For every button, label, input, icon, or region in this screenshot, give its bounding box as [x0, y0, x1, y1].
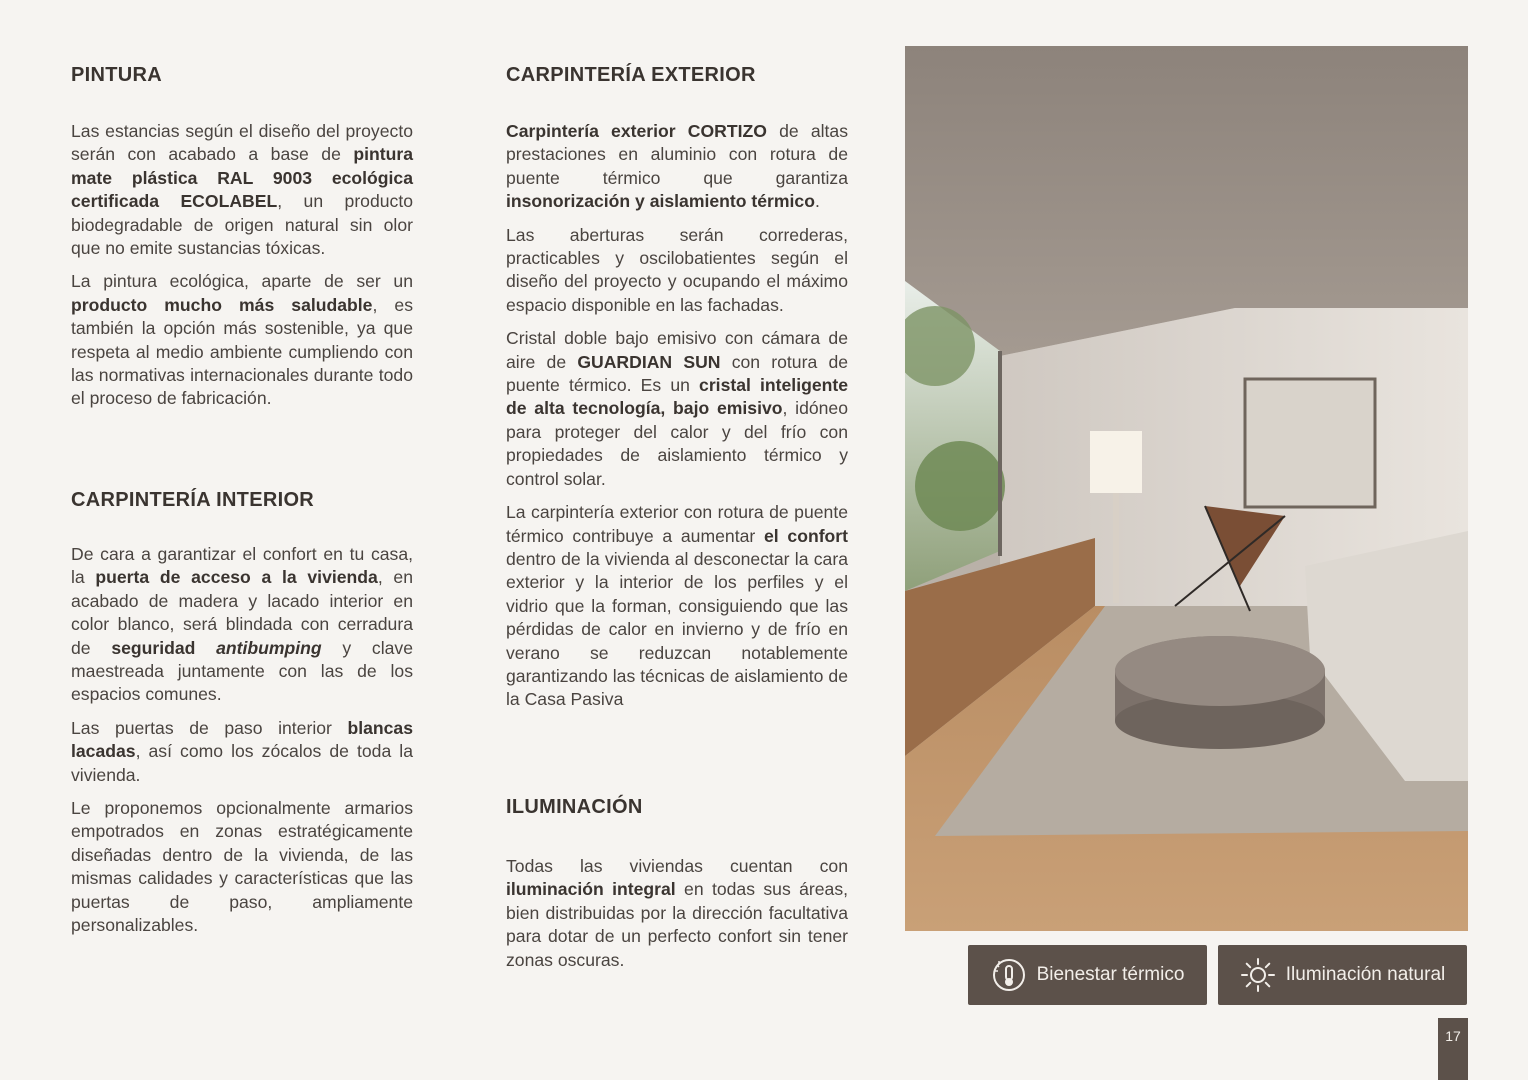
text-run: , idóneo para proteger del calor y del frío con propiedades de aislamiento térmico y control solar. [506, 398, 848, 489]
text-run: , es también la opción más sostenible, ya que respeta al medio ambiente cumpliendo con las normativas internacionales durante todo el proceso de fabricación. [71, 294, 414, 409]
bold-text: Carpintería exterior CORTIZO [506, 121, 767, 141]
paragraph [506, 855, 848, 972]
bold-text: seguridad [111, 637, 217, 658]
feature-thermal-comfort [968, 945, 1207, 1005]
text-run: Las estancias según el diseño del proyecto serán con acabado a base de [71, 121, 413, 165]
text-run: con rotura de puente térmico. Es un [506, 351, 849, 396]
carpinteria-interior-text [71, 543, 413, 948]
bold-text: GUARDIAN SUN [577, 351, 721, 372]
paragraph [506, 501, 848, 712]
living-room-photo [905, 46, 1468, 931]
text-run: en todas sus áreas, bien distribuidas por la dirección facultativa para dotar de un perfecto confort sin tener zonas oscuras. [506, 879, 848, 970]
bold-text: insonorización y aislamiento térmico [506, 191, 815, 212]
text-run: Las aberturas serán correderas, practicables y oscilobatientes según el diseño del proyecto y ocupando el máximo espacio disponible en las fachadas. [506, 224, 848, 315]
paragraph [71, 543, 413, 707]
section-title-pintura: PINTURA [71, 64, 162, 86]
paragraph [506, 120, 848, 214]
paragraph [71, 120, 413, 260]
bold-text: el confort [763, 525, 849, 546]
emphasis-text: antibumping [216, 637, 322, 658]
text-run: dentro de la vivienda al desconectar la cara exterior y la interior de los perfiles y el vidrio que la forman, consiguiendo que las pérdidas de calor en invierno y de frío en verano se reduzcan notablemente garantizando las técnicas de aislamiento de la Casa Pasiva [506, 548, 848, 710]
paragraph [506, 224, 848, 318]
bold-text: iluminación integral [506, 879, 676, 900]
paragraph [71, 270, 413, 410]
page-number: 17 [1438, 1018, 1468, 1080]
section-title-carpinteria-exterior: CARPINTERÍA EXTERIOR [506, 64, 756, 86]
feature-natural-light [1218, 945, 1467, 1005]
bold-text: producto mucho más saludable [71, 294, 373, 315]
text-run: , así como los zócalos de toda la vivienda. [71, 741, 413, 785]
text-run: Cristal doble bajo emisivo con cámara de aire de [506, 328, 848, 372]
text-run: Le proponemos opcionalmente armarios empotrados en zonas estratégicamente diseñadas dentro de la vivienda, de las mismas calidades y características que las puertas de paso, ampliamente personalizables. [71, 798, 413, 936]
pintura-text [71, 120, 413, 421]
text-run: y clave maestreada juntamente con las de los espacios comunes. [71, 637, 413, 705]
sun-icon [1240, 957, 1276, 993]
text-run: De cara a garantizar el confort en tu casa, la [71, 544, 413, 588]
paragraph [71, 797, 413, 937]
text-run: La carpintería exterior con rotura de puente térmico contribuye a aumentar [506, 502, 848, 546]
text-run: de altas prestaciones en aluminio con rotura de puente térmico que garantiza [506, 121, 848, 188]
text-run: , un producto biodegradable de origen natural sin olor que no emite sustancias tóxicas. [71, 191, 414, 259]
bold-text: puerta de acceso a la vivienda [95, 567, 378, 588]
bold-text: blancas lacadas [71, 717, 413, 762]
text-run: Todas las viviendas cuentan con [506, 856, 848, 876]
section-title-iluminacion: ILUMINACIÓN [506, 796, 643, 818]
text-run: . [814, 191, 820, 212]
text-run: La pintura ecológica, aparte de ser un [71, 271, 413, 292]
section-title-carpinteria-interior: CARPINTERÍA INTERIOR [71, 489, 315, 511]
paragraph [71, 717, 413, 787]
carpinteria-exterior-text [506, 120, 848, 722]
living-room-illustration [905, 46, 1468, 931]
paragraph [506, 327, 848, 491]
text-run: , en acabado de madera y lacado interior en color blanco, será blindada con cerradura de [71, 567, 413, 658]
text-run: Las puertas de paso interior [71, 717, 348, 738]
bold-text: pintura mate plástica RAL 9003 ecológica certificada ECOLABEL [71, 144, 413, 212]
iluminacion-text [506, 855, 848, 982]
thermal-comfort-icon [991, 957, 1027, 993]
feature-thermal-label: Bienestar térmico [1036, 964, 1185, 985]
bold-text: cristal inteligente de alta tecnología, bajo emisivo [506, 375, 848, 419]
feature-light-label: Iluminación natural [1285, 964, 1446, 985]
